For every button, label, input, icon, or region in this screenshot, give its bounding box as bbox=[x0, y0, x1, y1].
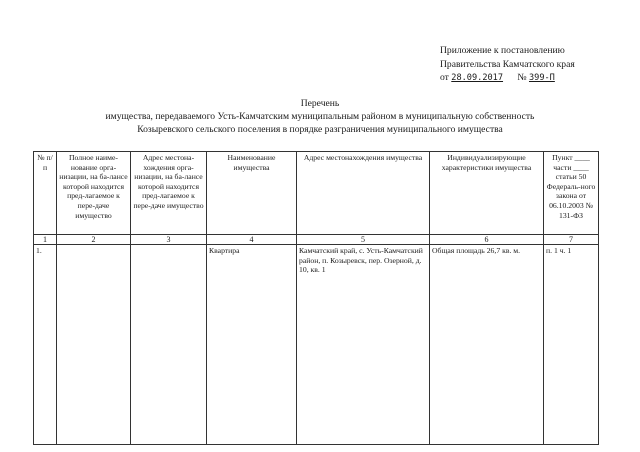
appendix-line-2: Правительства Камчатского края bbox=[440, 58, 575, 70]
row-property-name: Квартира bbox=[207, 245, 297, 445]
col-header-clause: Пункт ____ части ____ статьи 50 Федераль-ного закона от 06.10.2003 № 131-ФЗ bbox=[544, 152, 599, 235]
col-header-characteristics: Индивидуализирующие характеристики имущества bbox=[430, 152, 544, 235]
appendix-date: 28.09.2017 bbox=[451, 73, 504, 83]
table-header-row bbox=[34, 152, 599, 235]
row-clause: п. 1 ч. 1 bbox=[544, 245, 599, 445]
row-number: 1. bbox=[34, 245, 57, 445]
col-header-property-address: Адрес местонахождения имущества bbox=[297, 152, 430, 235]
row-characteristics: Общая площадь 26,7 кв. м. bbox=[430, 245, 544, 445]
col-header-number: № п/п bbox=[34, 152, 57, 235]
appendix-from-label: от bbox=[440, 72, 449, 83]
title-heading: Перечень bbox=[300, 98, 340, 109]
appendix-date-line bbox=[440, 71, 630, 86]
column-number-row bbox=[34, 235, 599, 245]
table-row bbox=[34, 245, 599, 445]
column-number: 7 bbox=[544, 235, 599, 245]
property-table bbox=[33, 151, 599, 445]
appendix-number: 399-П bbox=[528, 73, 555, 83]
document-title bbox=[40, 97, 600, 136]
row-property-address: Камчатский край, с. Усть-Камчатский район, п. Козыревск, пер. Озерной, д. 10, кв. 1 bbox=[297, 245, 430, 445]
title-line-2: Козыревского сельского поселения в порядке разграничения муниципального имущества bbox=[137, 124, 503, 135]
col-header-property-name: Наименование имущества bbox=[207, 152, 297, 235]
column-number: 1 bbox=[34, 235, 57, 245]
column-number: 2 bbox=[57, 235, 131, 245]
appendix-line-1: Приложение к постановлению bbox=[440, 45, 565, 56]
col-header-organization-address: Адрес местона-хождения орга-низации, на ба-лансе которой находится пред-лагаемое к пере-даче имущество bbox=[131, 152, 207, 235]
title-line-1: имущества, передаваемого Усть-Камчатским муниципальным районом в муниципальную собственность bbox=[105, 111, 535, 122]
column-number: 4 bbox=[207, 235, 297, 245]
column-number: 6 bbox=[430, 235, 544, 245]
column-number: 3 bbox=[131, 235, 207, 245]
column-number: 5 bbox=[297, 235, 430, 245]
appendix-header bbox=[440, 44, 630, 86]
appendix-number-label: № bbox=[517, 72, 527, 83]
col-header-organization: Полное наиме-нование орга-низации, на ба-лансе которой находится пред-лагаемое к пере-даче имущество bbox=[57, 152, 131, 235]
row-organization bbox=[57, 245, 131, 445]
row-organization-address bbox=[131, 245, 207, 445]
